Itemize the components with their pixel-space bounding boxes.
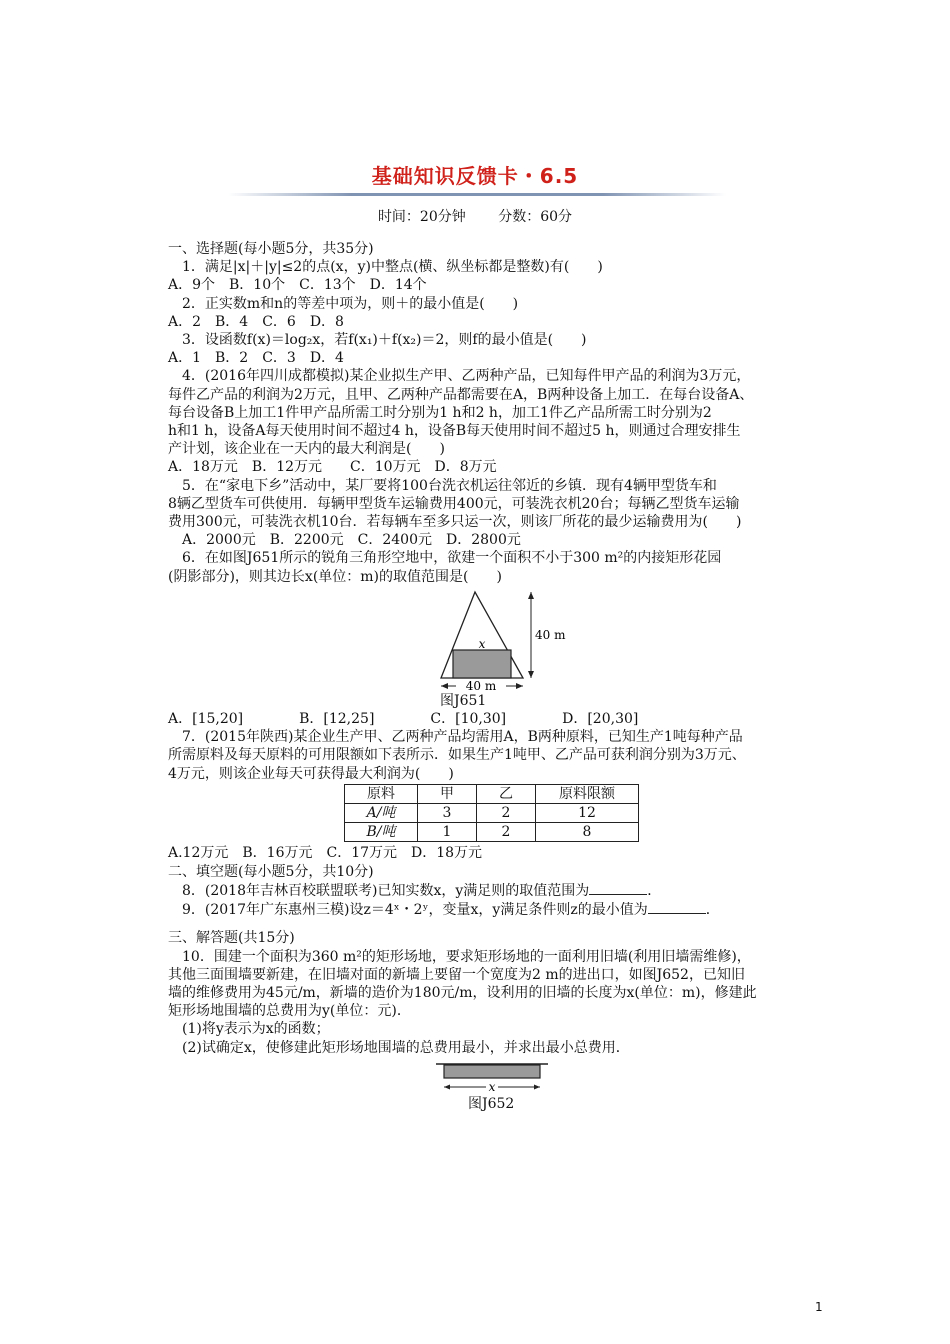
question-3-options: A．1 B．2 C．3 D．4: [168, 350, 344, 367]
question-4-line: 产计划，该企业在一天内的最大利润是( ): [168, 441, 445, 458]
question-8: [168, 881, 818, 900]
raw-material-table: [344, 784, 639, 843]
table-header-cell: 甲: [418, 784, 477, 803]
arrow-left-icon: [444, 1084, 450, 1089]
question-2-stem: 2．正实数m和n的等差中项为，则＋的最小值是( ): [182, 295, 519, 312]
spacer: [168, 919, 818, 929]
arrow-down-icon: [528, 671, 534, 678]
shaded-field-rectangle: [444, 1065, 540, 1078]
table-cell: 12: [536, 804, 639, 823]
table-row: [345, 804, 639, 823]
question-10-part-1: (1)将y表示为x的函数；: [182, 1021, 330, 1038]
section-heading: 一、选择题(每小题5分，共35分): [168, 241, 374, 257]
answer-blank[interactable]: [648, 900, 706, 914]
question-6-options: A．[15,20] B．[12,25] C．[10,30] D．[20,30]: [168, 711, 639, 728]
table-cell: 3: [418, 804, 477, 823]
time-limit: 时间：20分钟: [377, 209, 466, 225]
table-cell: 2: [477, 804, 536, 823]
question-4-line: 每台设备B上加工1件甲产品所需工时分别为1 h和2 h，加工1件乙产品所需工时分别为2: [168, 404, 712, 421]
arrow-left-icon: [441, 683, 448, 689]
question-8-stem: 8．(2018年吉林百校联盟联考)已知实数x，y满足则的取值范围为: [182, 882, 590, 899]
x-label: x: [488, 1079, 496, 1094]
field-figure-j652: [434, 1061, 550, 1095]
total-score: 分数：60分: [498, 209, 573, 225]
arrow-right-icon: [516, 683, 523, 689]
table-cell: 2: [477, 823, 536, 842]
page-title: 基础知识反馈卡・6.5: [371, 164, 579, 188]
question-7-options: A.12万元 B．16万元 C．17万元 D．18万元: [168, 845, 483, 862]
page-number: 1: [815, 1300, 823, 1314]
question-9-stem: 9．(2017年广东惠州三模)设z＝4ˣ・2ʸ，变量x，y满足条件则z的最小值为: [182, 902, 648, 919]
shaded-rectangle: [453, 650, 511, 678]
question-1-options: A．9个 B．10个 C．13个 D．14个: [168, 277, 427, 294]
height-label: 40 m: [535, 627, 566, 642]
question-6-line: 6．在如图J651所示的锐角三角形空地中，欲建一个面积不小于300 m²的内接矩形花园: [182, 550, 722, 567]
question-5-line: 5．在“家电下乡”活动中，某厂要将100台洗衣机运往邻近的乡镇．现有4辆甲型货车和: [182, 477, 717, 494]
question-3-stem: 3．设函数f(x)＝log₂x，若f(x₁)＋f(x₂)＝2，则f的最小值是( ): [182, 332, 587, 349]
question-9-end: ．: [705, 902, 720, 919]
x-label: x: [478, 636, 486, 651]
table-cell: 1: [418, 823, 477, 842]
question-7-line: 7．(2015年陕西)某企业生产甲、乙两种产品均需用A，B两种原料，已知生产1吨每种产品: [182, 729, 743, 746]
exam-body: [168, 240, 818, 1113]
section-heading: 二、填空题(每小题5分，共10分): [168, 863, 374, 880]
table-header-cell: 乙: [477, 784, 536, 803]
triangle-figure-j651: [423, 588, 566, 693]
question-10-line: 其他三面围墙要新建，在旧墙对面的新墙上要留一个宽度为2 m的进出口，如图J652，已知旧: [168, 966, 745, 983]
table-cell: A/吨: [345, 804, 418, 823]
question-10-line: 墙的维修费用为45元/m，新墙的造价为180元/m，设利用的旧墙的长度为x(单位：m)，修建此: [168, 984, 757, 1001]
time-score-line: [0, 206, 950, 226]
answer-blank[interactable]: [589, 881, 647, 895]
title-divider: [228, 193, 726, 196]
table-header-cell: 原料: [345, 784, 418, 803]
base-label: 40 m: [465, 678, 497, 693]
question-10-part-2: (2)试确定x，使修建此矩形场地围墙的总费用最小，并求出最小总费用．: [182, 1039, 630, 1056]
question-7-line: 4万元，则该企业每天可获得最大利润为( ): [168, 765, 454, 782]
section-heading: 三、解答题(共15分): [168, 930, 295, 947]
table-header-row: [345, 784, 639, 803]
question-9: [168, 900, 818, 919]
question-10-line: 矩形场地围墙的总费用为y(单位：元)．: [168, 1003, 411, 1020]
question-4-line: h和1 h，设备A每天使用时间不超过4 h，设备B每天使用时间不超过5 h，则通过合理安排生: [168, 423, 741, 440]
question-4-options: A．18万元 B．12万元 C．10万元 D．8万元: [168, 459, 497, 476]
table-cell: 8: [536, 823, 639, 842]
question-2-options: A．2 B．4 C．6 D．8: [168, 313, 344, 330]
question-6-line: (阴影部分)，则其边长x(单位：m)的取值范围是( ): [168, 568, 502, 585]
table-header-cell: 原料限额: [536, 784, 639, 803]
arrow-up-icon: [528, 592, 534, 599]
question-8-end: ．: [647, 882, 662, 899]
arrow-right-icon: [534, 1084, 540, 1089]
question-5-options: A．2000元 B．2200元 C．2400元 D．2800元: [182, 532, 521, 549]
question-4-line: 每件乙产品的利润为2万元，且甲、乙两种产品都需要在A，B两种设备上加工．在每台设备A、: [168, 386, 754, 403]
table-row: [345, 823, 639, 842]
question-10-line: 10．围建一个面积为360 m²的矩形场地，要求矩形场地的一面利用旧墙(利用旧墙需维修)，: [182, 948, 751, 965]
question-5-line: 费用300元，可装洗衣机10台．若每辆车至多只运一次，则该厂所花的最少运输费用为( ): [168, 514, 742, 531]
question-7-line: 所需原料及每天原料的可用限额如下表所示．如果生产1吨甲、乙产品可获利润分别为3万元、: [168, 747, 746, 764]
table-cell: B/吨: [345, 823, 418, 842]
question-5-line: 8辆乙型货车可供使用．每辆甲型货车运输费用400元，可装洗衣机20台；每辆乙型货车运输: [168, 495, 740, 512]
figure-caption-j651: 图J651: [440, 692, 487, 709]
question-1-stem: 1．满足|x|＋|y|≤2的点(x，y)中整点(横、纵坐标都是整数)有( ): [182, 259, 603, 276]
figure-caption-j652: 图J652: [468, 1095, 515, 1112]
question-4-line: 4．(2016年四川成都模拟)某企业拟生产甲、乙两种产品，已知每件甲产品的利润为3万元，: [182, 368, 751, 385]
